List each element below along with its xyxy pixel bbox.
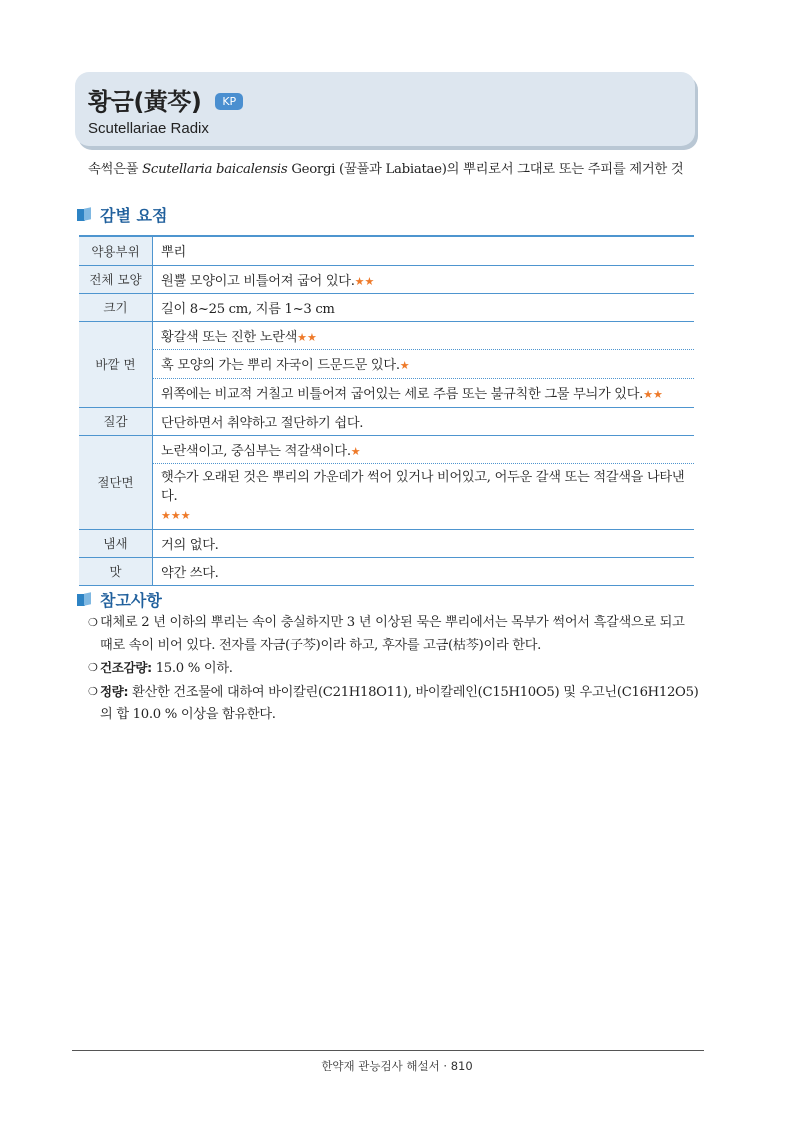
identification-table: [79, 235, 694, 586]
description: [88, 158, 683, 177]
value-text: 황갈색 또는 진한 노란색: [161, 329, 298, 345]
list-item: [88, 681, 700, 727]
note-text: 15.0 % 이하.: [151, 661, 233, 676]
circle-bullet-icon: ❍: [88, 684, 98, 698]
table-row: [79, 378, 694, 407]
table-row: [79, 407, 694, 435]
table-row: [79, 265, 694, 293]
row-value: [153, 321, 695, 349]
table-row: [79, 529, 694, 557]
description-post: Georgi (꿀풀과 Labiatae)의 뿌리로서 그대로 또는 주피를 제거한 것: [287, 162, 684, 177]
table-row: [79, 349, 694, 378]
page-footer: 한약재 관능검사 해설서 · 810: [321, 1059, 473, 1073]
table-row: [79, 236, 694, 265]
table-row: [79, 463, 694, 529]
row-header: 전체 모양: [79, 265, 153, 293]
row-header: 크기: [79, 293, 153, 321]
value-text: 혹 모양의 가는 뿌리 자국이 드문드문 있다.: [161, 358, 400, 373]
rating-stars: ★★: [297, 330, 317, 344]
description-pre: 속썩은풀: [88, 162, 143, 177]
title-box: [75, 72, 695, 146]
row-header: 질감: [79, 407, 153, 435]
row-value: [153, 463, 695, 529]
row-header: 맛: [79, 557, 153, 585]
row-value: 단단하면서 취약하고 절단하기 쉽다.: [153, 407, 695, 435]
note-text: 환산한 건조물에 대하여 바이칼린(C21H18O11), 바이칼레인(C15H10O5) 및 우고닌(C16H12O5)의 합 10.0 % 이상을 함유한다.: [100, 684, 699, 722]
row-value: 뿌리: [153, 236, 695, 265]
note-text: 대체로 2 년 이하의 뿌리는 속이 충실하지만 3 년 이상된 묵은 뿌리에서는 목부가 썩어서 흑갈색으로 되고 때로 속이 비어 있다. 전자를 자금(子芩)이라 하고, 후자를 고금(枯芩)이라 한다.: [100, 615, 685, 653]
row-value: [153, 349, 695, 378]
species-name: Scutellaria baicalensis: [142, 162, 288, 177]
row-value: [153, 265, 695, 293]
note-label: 정량:: [100, 683, 129, 699]
list-item: [88, 657, 700, 681]
row-header: 절단면: [79, 435, 153, 529]
value-text: 원뿔 모양이고 비틀어져 굽어 있다.: [161, 273, 355, 289]
notes-list: [88, 612, 700, 727]
kp-badge: KP: [215, 93, 243, 110]
value-text: 위쪽에는 비교적 거칠고 비틀어져 굽어있는 세로 주름 또는 불규칙한 그물 무늬가 있다.: [161, 387, 644, 402]
row-value: 거의 없다.: [153, 529, 695, 557]
row-value: [153, 378, 695, 407]
row-value: 길이 8~25 cm, 지름 1~3 cm: [153, 293, 695, 321]
note-label: 건조감량:: [100, 660, 152, 675]
section-heading-identification: [77, 203, 167, 226]
title-row: [88, 82, 243, 117]
book-icon: [77, 208, 91, 222]
row-value: [153, 435, 695, 463]
section-title: 참고사항: [100, 591, 162, 610]
rating-stars: ★★: [643, 388, 663, 401]
footer-divider: [72, 1050, 704, 1051]
row-value: 약간 쓰다.: [153, 557, 695, 585]
rating-stars: ★★★: [161, 508, 191, 522]
row-header: 약용부위: [79, 236, 153, 265]
page-title: 황금(黃芩): [88, 88, 202, 116]
rating-stars: ★: [350, 444, 361, 458]
latin-name: Scutellariae Radix: [88, 120, 209, 137]
book-icon: [77, 593, 91, 607]
value-text: 노란색이고, 중심부는 적갈색이다.: [161, 443, 351, 459]
row-header: 바깥 면: [79, 321, 153, 407]
section-title: 감별 요점: [100, 206, 168, 225]
table-row: [79, 321, 694, 349]
circle-bullet-icon: ❍: [88, 661, 98, 674]
table-row: [79, 557, 694, 585]
table-row: [79, 293, 694, 321]
rating-stars: ★: [399, 359, 410, 372]
table-row: [79, 435, 694, 463]
value-text: 햇수가 오래된 것은 뿌리의 가운데가 썩어 있거나 비어있고, 어두운 갈색 또는 적갈색을 나타낸다.: [161, 469, 685, 504]
circle-bullet-icon: ❍: [88, 616, 98, 629]
rating-stars: ★★: [354, 274, 375, 288]
row-header: 냄새: [79, 529, 153, 557]
section-heading-notes: [77, 588, 162, 611]
list-item: [88, 612, 700, 657]
